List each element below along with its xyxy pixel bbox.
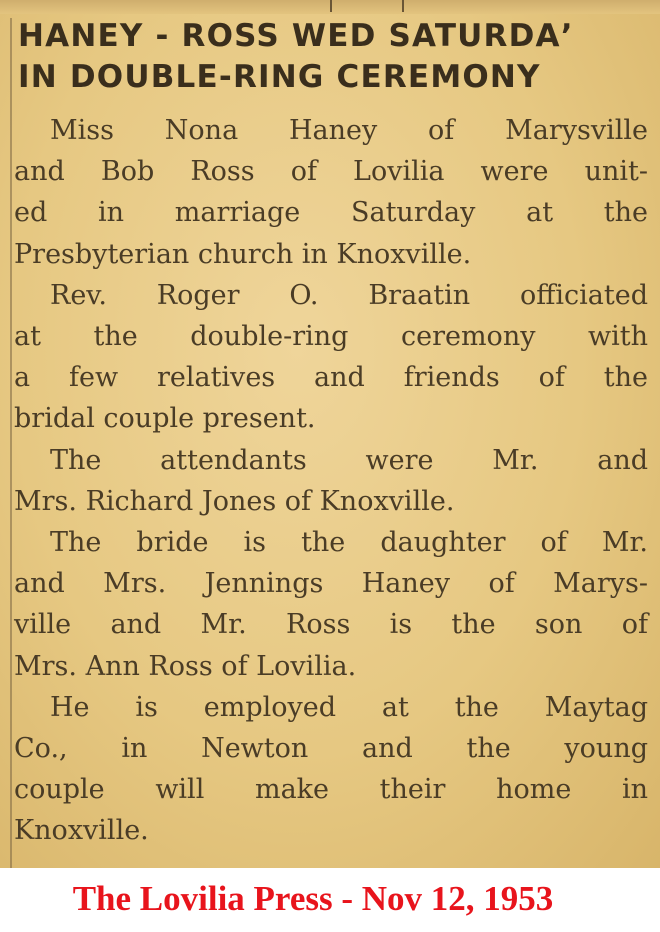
article-line: Miss Nona Haney of Marysville	[50, 115, 648, 146]
article-line: He is employed at the Maytag	[50, 691, 648, 723]
article-line: bridal couple present.	[14, 403, 316, 435]
article-line: couple will make their home in	[14, 774, 648, 806]
article-line: a few relatives and friends of the	[14, 362, 648, 394]
article-line: Presbyterian church in Knoxville.	[14, 238, 472, 270]
source-caption	[0, 874, 660, 924]
top-border-rule	[0, 0, 660, 14]
article-line: and Bob Ross of Lovilia were unit-	[14, 156, 648, 188]
article-line: ville and Mr. Ross is the son of	[14, 609, 648, 641]
article-line: at the double-ring ceremony with	[14, 321, 648, 353]
headline-line: IN DOUBLE-RING CEREMONY	[18, 59, 541, 95]
article-line: Mrs. Richard Jones of Knoxville.	[14, 485, 455, 517]
article-line: Co., in Newton and the young	[14, 733, 648, 765]
article-line: Rev. Roger O. Braatin officiated	[50, 279, 648, 311]
column-rule	[10, 18, 12, 868]
article-line: Mrs. Ann Ross of Lovilia.	[14, 650, 357, 682]
article-line: The bride is the daughter of Mr.	[50, 527, 648, 559]
caption-text: The Lovilia Press - Nov 12, 1953	[72, 879, 554, 918]
article-line: ed in marriage Saturday at the	[14, 197, 648, 229]
article-headline	[18, 16, 658, 98]
headline-line: HANEY - ROSS WED SATURDAʼ	[18, 18, 574, 54]
article-line: and Mrs. Jennings Haney of Marys-	[14, 568, 648, 600]
article-line: The attendants were Mr. and	[50, 444, 648, 476]
article-line: Knoxville.	[14, 815, 149, 847]
article-body	[14, 110, 648, 852]
